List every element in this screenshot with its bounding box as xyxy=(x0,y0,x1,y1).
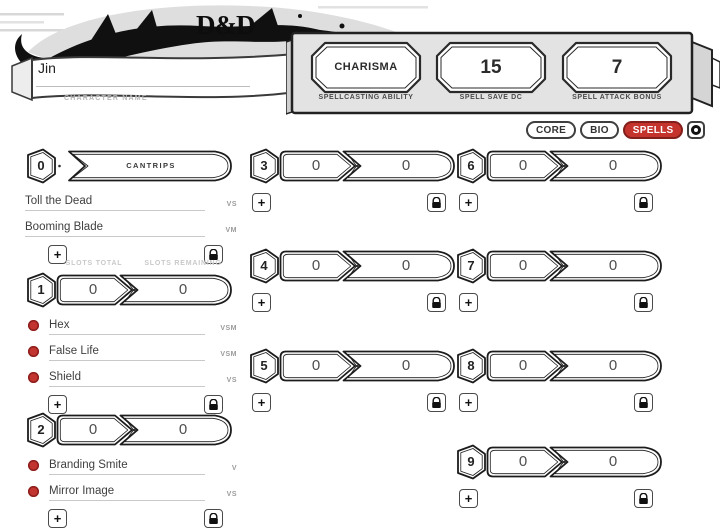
level-6-header xyxy=(455,147,667,185)
slots-total-label: SLOTS TOTAL xyxy=(65,260,123,267)
spell-name[interactable]: Shield xyxy=(49,371,205,387)
add-spell-button[interactable]: + xyxy=(459,393,478,412)
slots-remaining-value[interactable]: 0 xyxy=(178,281,188,298)
slots-total-value[interactable]: 0 xyxy=(88,281,98,298)
spellcasting-ability-label: SPELLCASTING ABILITY xyxy=(318,94,414,101)
prepared-dot-icon[interactable] xyxy=(28,372,39,383)
level-9-header xyxy=(455,443,667,481)
spell-components: VSM xyxy=(220,325,237,332)
spell-components: V xyxy=(231,465,237,472)
character-name-ribbon xyxy=(8,46,304,110)
settings-button[interactable] xyxy=(687,121,705,139)
slots-remaining-value[interactable]: 0 xyxy=(178,421,188,438)
level-3-header xyxy=(248,147,460,185)
slots-total-value[interactable]: 0 xyxy=(311,357,321,374)
spell-save-dc-value[interactable]: 15 xyxy=(480,57,502,78)
slots-remaining-value[interactable]: 0 xyxy=(608,257,618,274)
slots-remaining-value[interactable]: 0 xyxy=(608,453,618,470)
gear-icon xyxy=(691,125,701,135)
spell-level-0-section xyxy=(25,147,237,264)
lock-icon xyxy=(431,297,442,309)
lock-icon xyxy=(638,493,649,505)
spell-row[interactable] xyxy=(25,335,237,361)
slots-remaining-value[interactable]: 0 xyxy=(401,157,411,174)
lock-icon xyxy=(431,397,442,409)
add-spell-button[interactable]: + xyxy=(459,193,478,212)
level-badge: 3 xyxy=(260,158,268,173)
level-8-header xyxy=(455,347,667,385)
slots-total-value[interactable]: 0 xyxy=(88,421,98,438)
level-badge: 7 xyxy=(467,258,475,273)
spellcasting-ability-value[interactable]: CHARISMA xyxy=(334,61,398,73)
slots-total-value[interactable]: 0 xyxy=(311,257,321,274)
slots-total-value[interactable]: 0 xyxy=(518,453,528,470)
slots-remaining-label: SLOTS REMAINING xyxy=(144,260,222,267)
lock-button[interactable] xyxy=(427,293,446,312)
spell-name[interactable]: Booming Blade xyxy=(25,221,205,237)
spell-attack-bonus-label: SPELL ATTACK BONUS xyxy=(572,94,662,101)
lock-button[interactable] xyxy=(427,393,446,412)
level-2-header xyxy=(25,411,237,449)
add-spell-button[interactable]: + xyxy=(459,489,478,508)
tab-spells[interactable]: SPELLS xyxy=(623,121,684,139)
spell-level-5-section xyxy=(248,347,460,412)
spell-components: VS xyxy=(226,377,237,384)
lock-button[interactable] xyxy=(634,393,653,412)
dnd-logo-text: D&D xyxy=(196,10,255,40)
spell-level-9-section xyxy=(455,443,667,508)
spell-components: VM xyxy=(225,227,237,234)
spell-level-8-section xyxy=(455,347,667,412)
slots-total-value[interactable]: 0 xyxy=(311,157,321,174)
spell-row[interactable] xyxy=(25,361,237,387)
level-7-header xyxy=(455,247,667,285)
level-badge: 6 xyxy=(467,158,475,173)
level-badge: 4 xyxy=(260,258,268,273)
level-badge: 5 xyxy=(260,358,268,373)
spell-attack-bonus-value[interactable]: 7 xyxy=(611,57,623,78)
prepared-dot-icon[interactable] xyxy=(28,460,39,471)
tab-bio[interactable]: BIO xyxy=(580,121,619,139)
level-badge: 2 xyxy=(37,422,45,437)
slots-total-value[interactable]: 0 xyxy=(518,357,528,374)
character-name-label: CHARACTER NAME xyxy=(64,95,148,102)
lock-icon xyxy=(431,197,442,209)
lock-button[interactable] xyxy=(204,509,223,528)
spell-components: VS xyxy=(226,491,237,498)
level-badge: 0 xyxy=(37,158,45,173)
level-badge: 8 xyxy=(467,358,475,373)
lock-button[interactable] xyxy=(427,193,446,212)
lock-button[interactable] xyxy=(634,193,653,212)
spell-level-4-section xyxy=(248,247,460,312)
cantrips-header xyxy=(25,147,237,185)
spell-row[interactable] xyxy=(25,309,237,335)
spell-row[interactable] xyxy=(25,185,237,211)
spell-level-7-section xyxy=(455,247,667,312)
add-spell-button[interactable]: + xyxy=(48,509,67,528)
lock-icon xyxy=(208,513,219,525)
lock-icon xyxy=(638,397,649,409)
prepared-dot-icon[interactable] xyxy=(28,486,39,497)
spell-name[interactable]: Branding Smite xyxy=(49,459,205,475)
level-badge: 9 xyxy=(467,454,475,469)
lock-icon xyxy=(638,197,649,209)
lock-button[interactable] xyxy=(634,489,653,508)
spell-level-3-section xyxy=(248,147,460,212)
spell-components: VSM xyxy=(220,351,237,358)
add-spell-button[interactable]: + xyxy=(48,245,67,264)
spell-name[interactable]: Hex xyxy=(49,319,205,335)
spell-row[interactable] xyxy=(25,211,237,237)
lock-button[interactable] xyxy=(634,293,653,312)
spell-name[interactable]: False Life xyxy=(49,345,205,361)
slots-remaining-value[interactable]: 0 xyxy=(401,257,411,274)
sheet-tabs xyxy=(526,121,705,139)
add-spell-button[interactable]: + xyxy=(252,293,271,312)
spell-row[interactable] xyxy=(25,475,237,501)
cantrips-title: CANTRIPS xyxy=(126,161,176,170)
prepared-dot-icon[interactable] xyxy=(28,320,39,331)
tab-core[interactable]: CORE xyxy=(526,121,576,139)
level-4-header xyxy=(248,247,460,285)
slots-remaining-value[interactable]: 0 xyxy=(401,357,411,374)
spell-level-1-section xyxy=(25,259,237,414)
slots-remaining-value[interactable]: 0 xyxy=(608,157,618,174)
add-spell-button[interactable]: + xyxy=(252,393,271,412)
lock-icon xyxy=(208,399,219,411)
slots-total-value[interactable]: 0 xyxy=(518,157,528,174)
slots-remaining-value[interactable]: 0 xyxy=(608,357,618,374)
slots-total-value[interactable]: 0 xyxy=(518,257,528,274)
add-spell-button[interactable]: + xyxy=(459,293,478,312)
lock-icon xyxy=(638,297,649,309)
add-spell-button[interactable]: + xyxy=(252,193,271,212)
character-name-input[interactable]: Jin xyxy=(38,60,56,76)
level-5-header xyxy=(248,347,460,385)
add-spell-button[interactable]: + xyxy=(48,395,67,414)
character-name-underline xyxy=(36,86,250,87)
spell-row[interactable] xyxy=(25,449,237,475)
spell-level-6-section xyxy=(455,147,667,212)
level-badge: 1 xyxy=(37,282,45,297)
spell-save-dc-label: SPELL SAVE DC xyxy=(459,94,523,101)
spell-name[interactable]: Toll the Dead xyxy=(25,195,205,211)
prepared-dot-icon[interactable] xyxy=(28,346,39,357)
spell-name[interactable]: Mirror Image xyxy=(49,485,205,501)
spell-level-2-section xyxy=(25,411,237,528)
level-1-header xyxy=(25,271,237,309)
spell-components: VS xyxy=(226,201,237,208)
